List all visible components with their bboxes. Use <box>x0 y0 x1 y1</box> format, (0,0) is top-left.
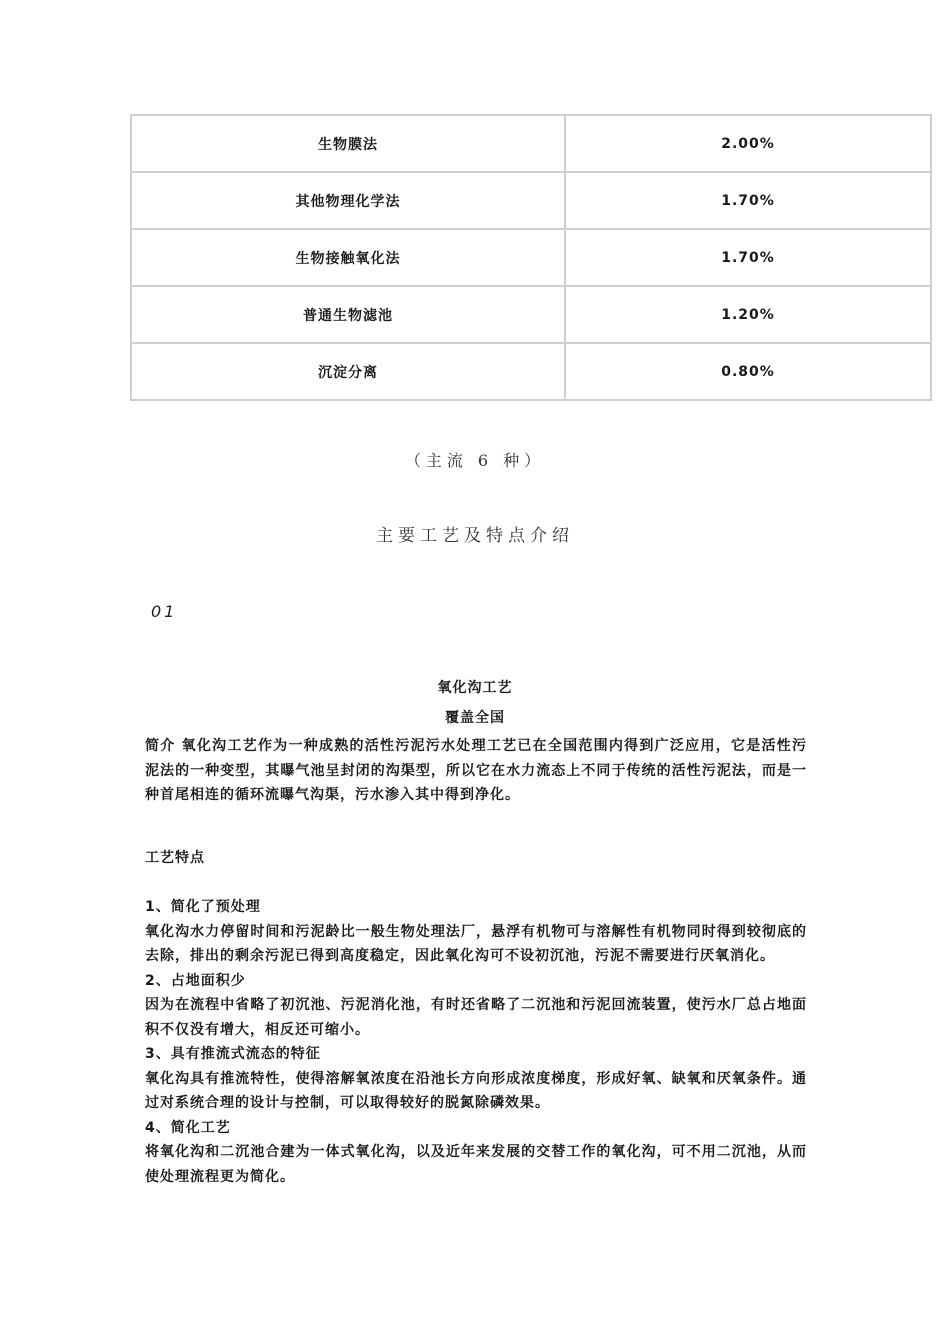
process-share: 0.80% <box>565 343 931 400</box>
table-row <box>131 343 931 400</box>
table-caption: （主流 6 种） <box>404 451 546 470</box>
process-title: 氧化沟工艺 <box>437 680 513 696</box>
process-share-table <box>130 114 932 401</box>
process-name: 生物接触氧化法 <box>131 229 565 286</box>
process-share: 1.20% <box>565 286 931 343</box>
section-heading: 主要工艺及特点介绍 <box>376 526 574 546</box>
table-row <box>131 286 931 343</box>
feature-text: 将氧化沟和二沉池合建为一体式氧化沟，以及近年来发展的交替工作的氧化沟，可不用二沉池，从而使处理流程更为简化。 <box>145 1144 807 1185</box>
table-row <box>131 115 931 172</box>
intro-paragraph <box>145 734 807 808</box>
feature-text: 氧化沟水力停留时间和污泥龄比一般生物处理法厂，悬浮有机物可与溶解性有机物同时得到较彻底的去除，排出的剩余污泥已得到高度稳定，因此氧化沟可不设初沉池，污泥不需要进行厌氧消化。 <box>145 923 807 964</box>
features-label-text: 工艺特点 <box>145 850 205 866</box>
process-share: 2.00% <box>565 115 931 172</box>
process-subtitle: 覆盖全国 <box>445 710 505 726</box>
table-row <box>131 229 931 286</box>
feature-title: 1、简化了预处理 <box>145 899 261 915</box>
feature-title: 4、简化工艺 <box>145 1119 231 1136</box>
section-number: 01 <box>151 602 178 621</box>
process-share: 1.70% <box>565 229 931 286</box>
feature-title: 2、占地面积少 <box>145 972 246 989</box>
process-name: 生物膜法 <box>131 115 565 172</box>
process-name: 沉淀分离 <box>131 343 565 400</box>
process-name: 普通生物滤池 <box>131 286 565 343</box>
features-label <box>145 846 807 871</box>
process-name: 其他物理化学法 <box>131 172 565 229</box>
feature-text: 氧化沟具有推流特性，使得溶解氧浓度在沿池长方向形成浓度梯度，形成好氧、缺氧和厌氧条件。通过对系统合理的设计与控制，可以取得较好的脱氮除磷效果。 <box>145 1070 807 1111</box>
feature-title: 3、具有推流式流态的特征 <box>145 1046 321 1062</box>
features-list <box>145 895 807 1189</box>
intro-text: 简介 氧化沟工艺作为一种成熟的活性污泥污水处理工艺已在全国范围内得到广泛应用，它是活性污泥法的一种变型，其曝气池呈封闭的沟渠型，所以它在水力流态上不同于传统的活性污泥法，而是一种首尾相连的循环流曝气沟渠，污水渗入其中得到净化。 <box>145 738 807 803</box>
process-share: 1.70% <box>565 172 931 229</box>
feature-text: 因为在流程中省略了初沉池、污泥消化池，有时还省略了二沉池和污泥回流装置，使污水厂总占地面积不仅没有增大，相反还可缩小。 <box>145 997 807 1038</box>
table-row <box>131 172 931 229</box>
